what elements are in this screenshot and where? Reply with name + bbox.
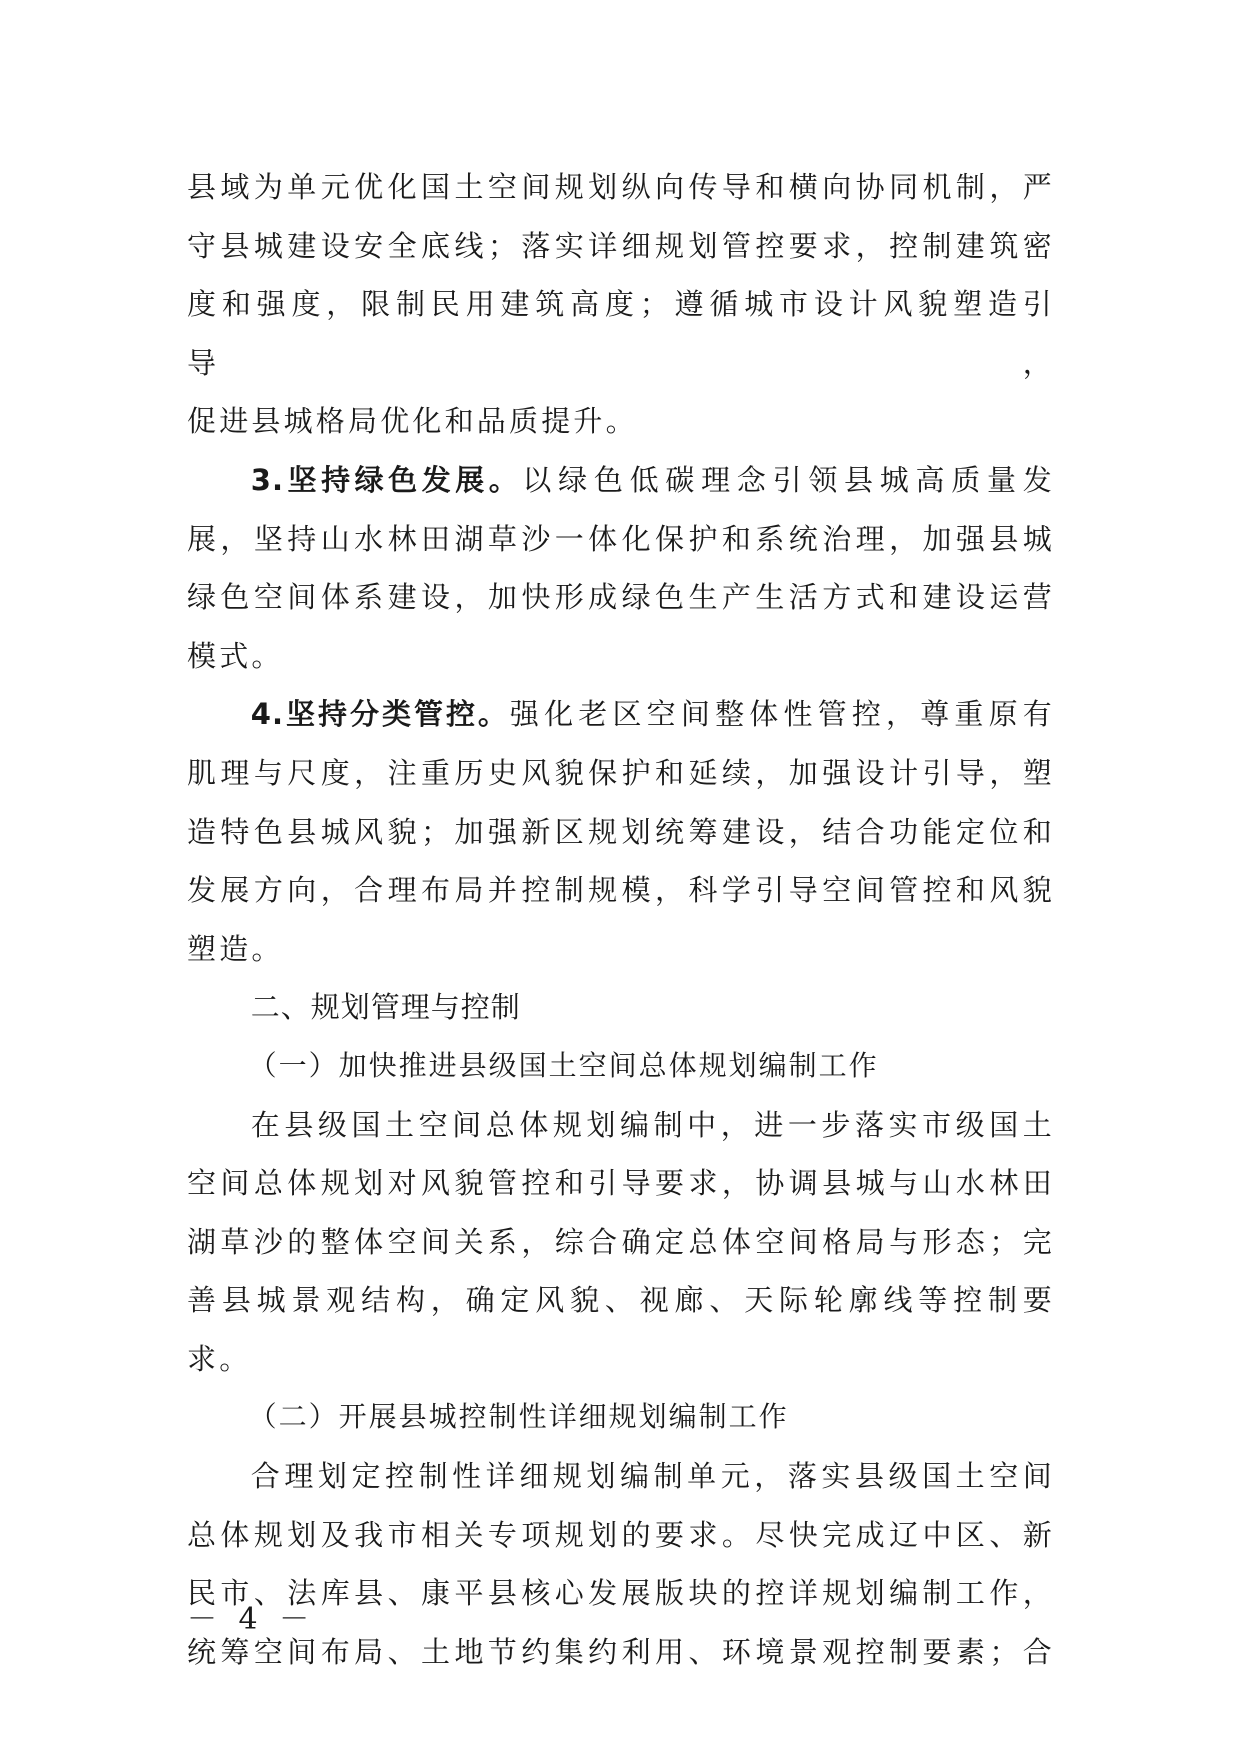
subsection-heading-1: （一）加快推进县级国土空间总体规划编制工作 xyxy=(248,1048,879,1082)
paragraph-line: 发展方向，合理布局并控制规模，科学引导空间管控和风貌 xyxy=(187,873,1055,908)
paragraph-text: 强化老区空间整体性管控，尊重原有 xyxy=(509,697,1055,732)
paragraph-line: 造特色县城风貌；加强新区规划统筹建设，结合功能定位和 xyxy=(187,814,1055,849)
paragraph-line: 空间总体规划对风貌管控和引导要求，协调县城与山水林田 xyxy=(187,1166,1055,1201)
page-number: － 4 － xyxy=(187,1602,316,1637)
paragraph-line: 合理划定控制性详细规划编制单元，落实县级国土空间 xyxy=(250,1459,1055,1494)
paragraph-line: 民市、法库县、康平县核心发展版块的控详规划编制工作， xyxy=(187,1576,1055,1611)
item-heading-classified-control: 4.坚持分类管控。 xyxy=(250,697,510,732)
section-heading: 二、规划管理与控制 xyxy=(250,990,521,1025)
paragraph-text: 以绿色低碳理念引领县城高质量发 xyxy=(522,462,1055,497)
paragraph-line: 湖草沙的整体空间关系，综合确定总体空间格局与形态；完 xyxy=(187,1224,1055,1259)
paragraph-line: 总体规划及我市相关专项规划的要求。尽快完成辽中区、新 xyxy=(187,1517,1055,1552)
paragraph-line: 肌理与尺度，注重历史风貌保护和延续，加强设计引导，塑 xyxy=(187,755,1055,790)
paragraph-line: 模式。 xyxy=(187,638,284,673)
paragraph-line: 塑造。 xyxy=(187,931,284,966)
document-body xyxy=(187,158,1055,1681)
paragraph-line: 展，坚持山水林田湖草沙一体化保护和系统治理，加强县城 xyxy=(187,521,1055,556)
paragraph-line: 县域为单元优化国土空间规划纵向传导和横向协同机制，严 xyxy=(187,170,1055,204)
paragraph-line: 促进县城格局优化和品质提升。 xyxy=(187,404,638,439)
paragraph-line: 统筹空间布局、土地节约集约利用、环境景观控制要素；合 xyxy=(187,1634,1055,1669)
item-heading-green-development: 3.坚持绿色发展。 xyxy=(250,462,523,497)
paragraph-line xyxy=(187,685,1055,744)
subsection-heading-2: （二）开展县城控制性详细规划编制工作 xyxy=(248,1400,789,1434)
paragraph-line: 守县城建设安全底线；落实详细规划管控要求，控制建筑密 xyxy=(187,228,1055,263)
paragraph-line: 绿色空间体系建设，加快形成绿色生产生活方式和建设运营 xyxy=(187,580,1055,615)
paragraph-line: 善县城景观结构，确定风貌、视廊、天际轮廓线等控制要求。 xyxy=(187,1283,1055,1376)
paragraph-line: 度和强度，限制民用建筑高度；遵循城市设计风貌塑造引导， xyxy=(187,287,1055,380)
paragraph-line xyxy=(187,451,1055,510)
paragraph-line: 在县级国土空间总体规划编制中，进一步落实市级国土 xyxy=(250,1107,1055,1142)
